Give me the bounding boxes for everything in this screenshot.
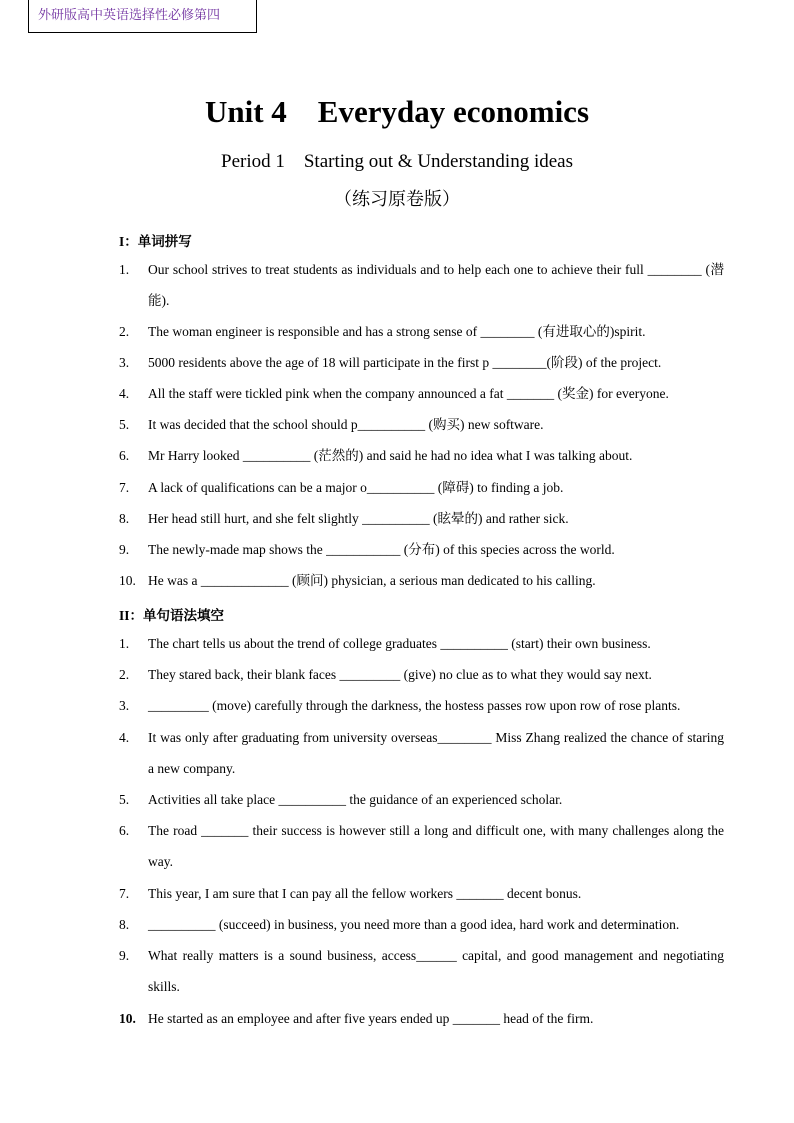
page-title: Unit 4 Everyday economics xyxy=(204,94,590,129)
item-number: 2. xyxy=(119,324,130,339)
item-text: The newly-made map shows the ___________ (分布) of this species across the world. xyxy=(148,542,615,557)
item-text: All the staff were tickled pink when the company announced a fat _______ (奖金) for everyone. xyxy=(148,386,669,401)
list-item xyxy=(119,628,724,659)
list-item xyxy=(119,565,724,596)
item-text: It was only after graduating from university overseas________ Miss Zhang realized the chance of staring a new company. xyxy=(148,730,724,776)
page-subtitle: Period 1 Starting out & Understanding ideas xyxy=(221,151,573,172)
list-item xyxy=(119,347,724,378)
item-number: 6. xyxy=(119,823,130,838)
item-number: 7. xyxy=(119,480,130,495)
item-text: It was decided that the school should p__________ (购买) new software. xyxy=(148,417,544,432)
header-tag: 外研版高中英语选择性必修第四 xyxy=(28,0,257,33)
list-item xyxy=(119,409,724,440)
list-item xyxy=(119,1003,724,1034)
item-number: 3. xyxy=(119,698,130,713)
item-text: Mr Harry looked __________ (茫然的) and said he had no idea what I was talking about. xyxy=(148,448,633,463)
item-number: 5. xyxy=(119,417,130,432)
list-item xyxy=(119,784,724,815)
list-item xyxy=(119,940,724,1002)
item-text: __________ (succeed) in business, you need more than a good idea, hard work and determination. xyxy=(148,917,680,932)
item-text: What really matters is a sound business, access______ capital, and good management and negotiating skills. xyxy=(148,948,724,994)
item-number: 1. xyxy=(119,262,130,277)
item-number: 6. xyxy=(119,448,130,463)
list-item xyxy=(119,503,724,534)
item-number: 10. xyxy=(119,1011,136,1026)
list-item xyxy=(119,254,724,316)
item-number: 3. xyxy=(119,355,130,370)
version-label: （练习原卷版） xyxy=(334,189,460,209)
item-text: A lack of qualifications can be a major o__________ (障碍) to finding a job. xyxy=(148,480,564,495)
item-number: 2. xyxy=(119,667,130,682)
item-number: 1. xyxy=(119,636,130,651)
list-item xyxy=(119,378,724,409)
item-text: Our school strives to treat students as individuals and to help each one to achieve their full ________ (潜能). xyxy=(148,262,724,308)
item-number: 4. xyxy=(119,730,130,745)
item-number: 10. xyxy=(119,573,136,588)
list-item xyxy=(119,472,724,503)
list-item xyxy=(119,909,724,940)
list-item xyxy=(119,878,724,909)
item-number: 7. xyxy=(119,886,130,901)
item-text: _________ (move) carefully through the darkness, the hostess passes row upon row of rose plants. xyxy=(148,698,681,713)
item-text: The road _______ their success is however still a long and difficult one, with many challenges along the way. xyxy=(148,823,724,869)
item-text: Her head still hurt, and she felt slightly __________ (眩晕的) and rather sick. xyxy=(148,511,569,526)
list-item xyxy=(119,815,724,877)
item-text: He started as an employee and after five years ended up _______ head of the firm. xyxy=(148,1011,594,1026)
list-item xyxy=(119,690,724,721)
section-heading-grammar: II：单句语法填空 xyxy=(119,608,225,623)
item-number: 5. xyxy=(119,792,130,807)
item-text: 5000 residents above the age of 18 will participate in the first p ________(阶段) of the project. xyxy=(148,355,662,370)
item-text: This year, I am sure that I can pay all the fellow workers _______ decent bonus. xyxy=(148,886,582,901)
item-text: Activities all take place __________ the guidance of an experienced scholar. xyxy=(148,792,563,807)
item-text: He was a _____________ (顾问) physician, a serious man dedicated to his calling. xyxy=(148,573,596,588)
item-number: 9. xyxy=(119,542,130,557)
item-text: The chart tells us about the trend of college graduates __________ (start) their own business. xyxy=(148,636,651,651)
item-text: They stared back, their blank faces _________ (give) no clue as to what they would say next. xyxy=(148,667,652,682)
list-item xyxy=(119,440,724,471)
list-item xyxy=(119,659,724,690)
item-number: 4. xyxy=(119,386,130,401)
item-text: The woman engineer is responsible and has a strong sense of ________ (有进取心的)spirit. xyxy=(148,324,646,339)
list-item xyxy=(119,722,724,784)
item-number: 8. xyxy=(119,511,130,526)
item-number: 8. xyxy=(119,917,130,932)
item-number: 9. xyxy=(119,948,130,963)
list-item xyxy=(119,534,724,565)
list-item xyxy=(119,316,724,347)
section-heading-spelling: I：单词拼写 xyxy=(119,234,192,249)
